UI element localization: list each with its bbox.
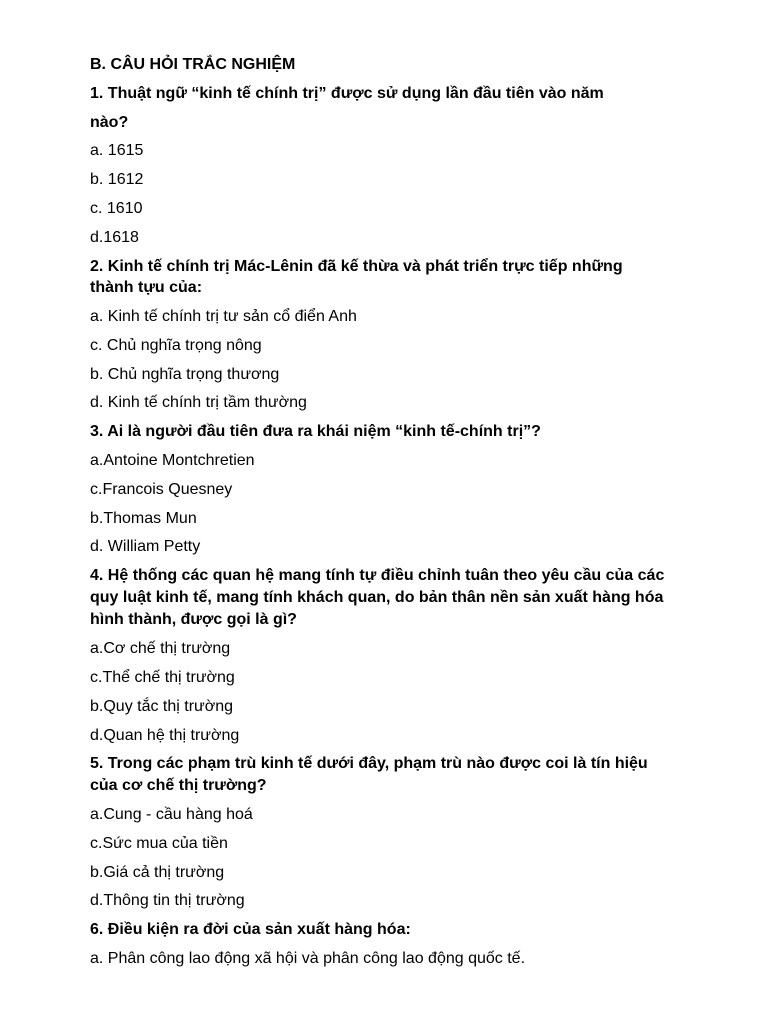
question-5-option-c: c.Sức mua của tiền	[90, 835, 228, 852]
question-5-option-b: b.Giá cả thị trường	[90, 864, 225, 881]
question-4-line-1: 4. Hệ thống các quan hệ mang tính tự điều chỉnh tuân theo yêu cầu của các	[90, 567, 665, 584]
question-5-line-2: của cơ chế thị trường?	[90, 777, 267, 794]
question-4-option-b: b.Quy tắc thị trường	[90, 698, 234, 715]
question-5-option-d: d.Thông tin thị trường	[90, 892, 245, 909]
section-title: B. CÂU HỎI TRẮC NGHIỆM	[90, 56, 296, 73]
question-2-line-1: 2. Kinh tế chính trị Mác-Lênin đã kế thừa và phát triển trực tiếp những	[90, 258, 623, 275]
question-3-option-b: b.Thomas Mun	[90, 510, 197, 527]
question-5-line-1: 5. Trong các phạm trù kinh tế dưới đây, phạm trù nào được coi là tín hiệu	[90, 755, 648, 772]
question-1-option-b: b. 1612	[90, 171, 144, 188]
question-6-line-1: 6. Điều kiện ra đời của sản xuất hàng hóa:	[90, 921, 411, 938]
question-2-option-d: d. Kinh tế chính trị tầm thường	[90, 394, 307, 411]
question-3-option-a: a.Antoine Montchretien	[90, 452, 255, 469]
question-1-option-d: d.1618	[90, 229, 139, 246]
question-2-line-2: thành tựu của:	[90, 279, 203, 296]
question-1-option-c: c. 1610	[90, 200, 143, 217]
question-1-line-2: nào?	[90, 114, 129, 131]
question-2-option-a: a. Kinh tế chính trị tư sản cổ điển Anh	[90, 308, 357, 325]
question-4-line-2: quy luật kinh tế, mang tính khách quan, do bản thân nền sản xuất hàng hóa	[90, 589, 664, 606]
question-4-line-3: hình thành, được gọi là gì?	[90, 611, 297, 628]
question-4-option-d: d.Quan hệ thị trường	[90, 727, 240, 744]
question-4-option-c: c.Thể chế thị trường	[90, 669, 235, 686]
question-2-option-b: b. Chủ nghĩa trọng thương	[90, 366, 280, 383]
question-2-option-c: c. Chủ nghĩa trọng nông	[90, 337, 262, 354]
question-1-line-1: 1. Thuật ngữ “kinh tế chính trị” được sử dụng lần đầu tiên vào năm	[90, 85, 604, 102]
question-3-line-1: 3. Ai là người đầu tiên đưa ra khái niệm “kinh tế-chính trị”?	[90, 423, 541, 440]
question-3-option-d: d. William Petty	[90, 538, 201, 555]
question-1-option-a: a. 1615	[90, 142, 144, 159]
question-5-option-a: a.Cung - cầu hàng hoá	[90, 806, 253, 823]
question-3-option-c: c.Francois Quesney	[90, 481, 233, 498]
question-6-option-a: a. Phân công lao động xã hội và phân công lao động quốc tế.	[90, 950, 526, 967]
question-4-option-a: a.Cơ chế thị trường	[90, 640, 231, 657]
